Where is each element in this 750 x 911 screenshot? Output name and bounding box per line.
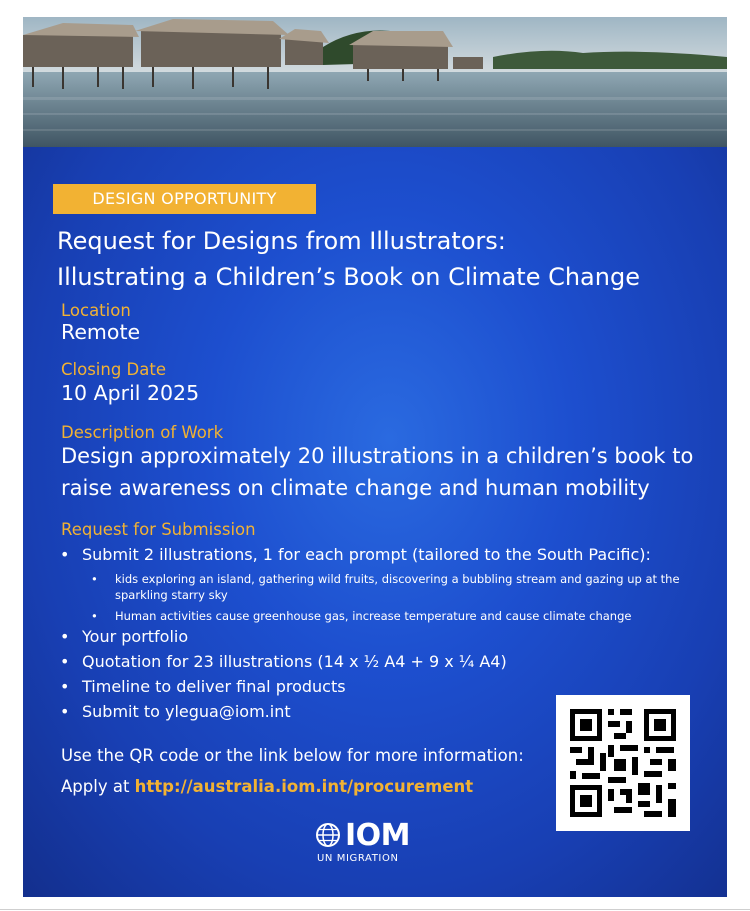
qr-code[interactable] xyxy=(556,695,690,831)
sub-list-item xyxy=(91,571,701,603)
page-title-line-1: Request for Designs from Illustrators: xyxy=(57,227,506,255)
closing-date-value: 10 April 2025 xyxy=(61,381,200,405)
page-title-line-2: Illustrating a Children’s Book on Climate Change xyxy=(57,263,640,291)
list-item xyxy=(60,702,291,721)
bullet: • xyxy=(60,627,70,646)
description-text: Design approximately 20 illustrations in a children’s book to raise awareness on climate change and human mobility xyxy=(61,444,694,500)
list-item-text: Your portfolio xyxy=(82,627,189,646)
bullet: • xyxy=(60,702,70,721)
location-label: Location xyxy=(61,301,131,320)
bullet: • xyxy=(91,609,98,623)
location-value: Remote xyxy=(61,320,141,344)
header-photo-stilt-village xyxy=(23,17,727,147)
bullet: • xyxy=(91,572,98,586)
bullet: • xyxy=(60,545,70,564)
list-item xyxy=(60,677,346,696)
bullet: • xyxy=(60,652,70,671)
globe-icon xyxy=(315,822,341,852)
list-item-text[interactable]: Submit to ylegua@iom.int xyxy=(82,702,291,721)
list-item-text: Timeline to deliver final products xyxy=(82,677,346,696)
iom-logo xyxy=(315,820,435,870)
description-label: Description of Work xyxy=(61,423,224,442)
list-item-text: Quotation for 23 illustrations (14 x ½ A4 + 9 x ¼ A4) xyxy=(82,652,507,671)
qr-prompt: Use the QR code or the link below for more information: xyxy=(61,746,524,765)
bottom-divider xyxy=(0,909,750,910)
apply-line xyxy=(61,777,473,796)
closing-date-label: Closing Date xyxy=(61,360,166,379)
submission-label: Request for Submission xyxy=(61,520,256,539)
sub-list-item xyxy=(91,608,701,624)
poster xyxy=(23,17,727,897)
list-item xyxy=(60,627,188,646)
design-opportunity-badge: DESIGN OPPORTUNITY xyxy=(53,184,316,214)
list-item-text: Submit 2 illustrations, 1 for each prompt (tailored to the South Pacific): xyxy=(82,545,651,564)
logo-tagline: UN MIGRATION xyxy=(317,853,399,864)
list-item xyxy=(60,545,651,564)
apply-prefix: Apply at xyxy=(61,777,135,796)
logo-name: IOM xyxy=(345,818,411,853)
list-item xyxy=(60,652,507,671)
sub-list-item-text: Human activities cause greenhouse gas, increase temperature and cause climate change xyxy=(115,609,632,623)
apply-link[interactable]: http://australia.iom.int/procurement xyxy=(134,777,474,796)
sub-list-item-text: kids exploring an island, gathering wild fruits, discovering a bubbling stream and gazing up at the sparkling starry sky xyxy=(115,572,680,602)
bullet: • xyxy=(60,677,70,696)
